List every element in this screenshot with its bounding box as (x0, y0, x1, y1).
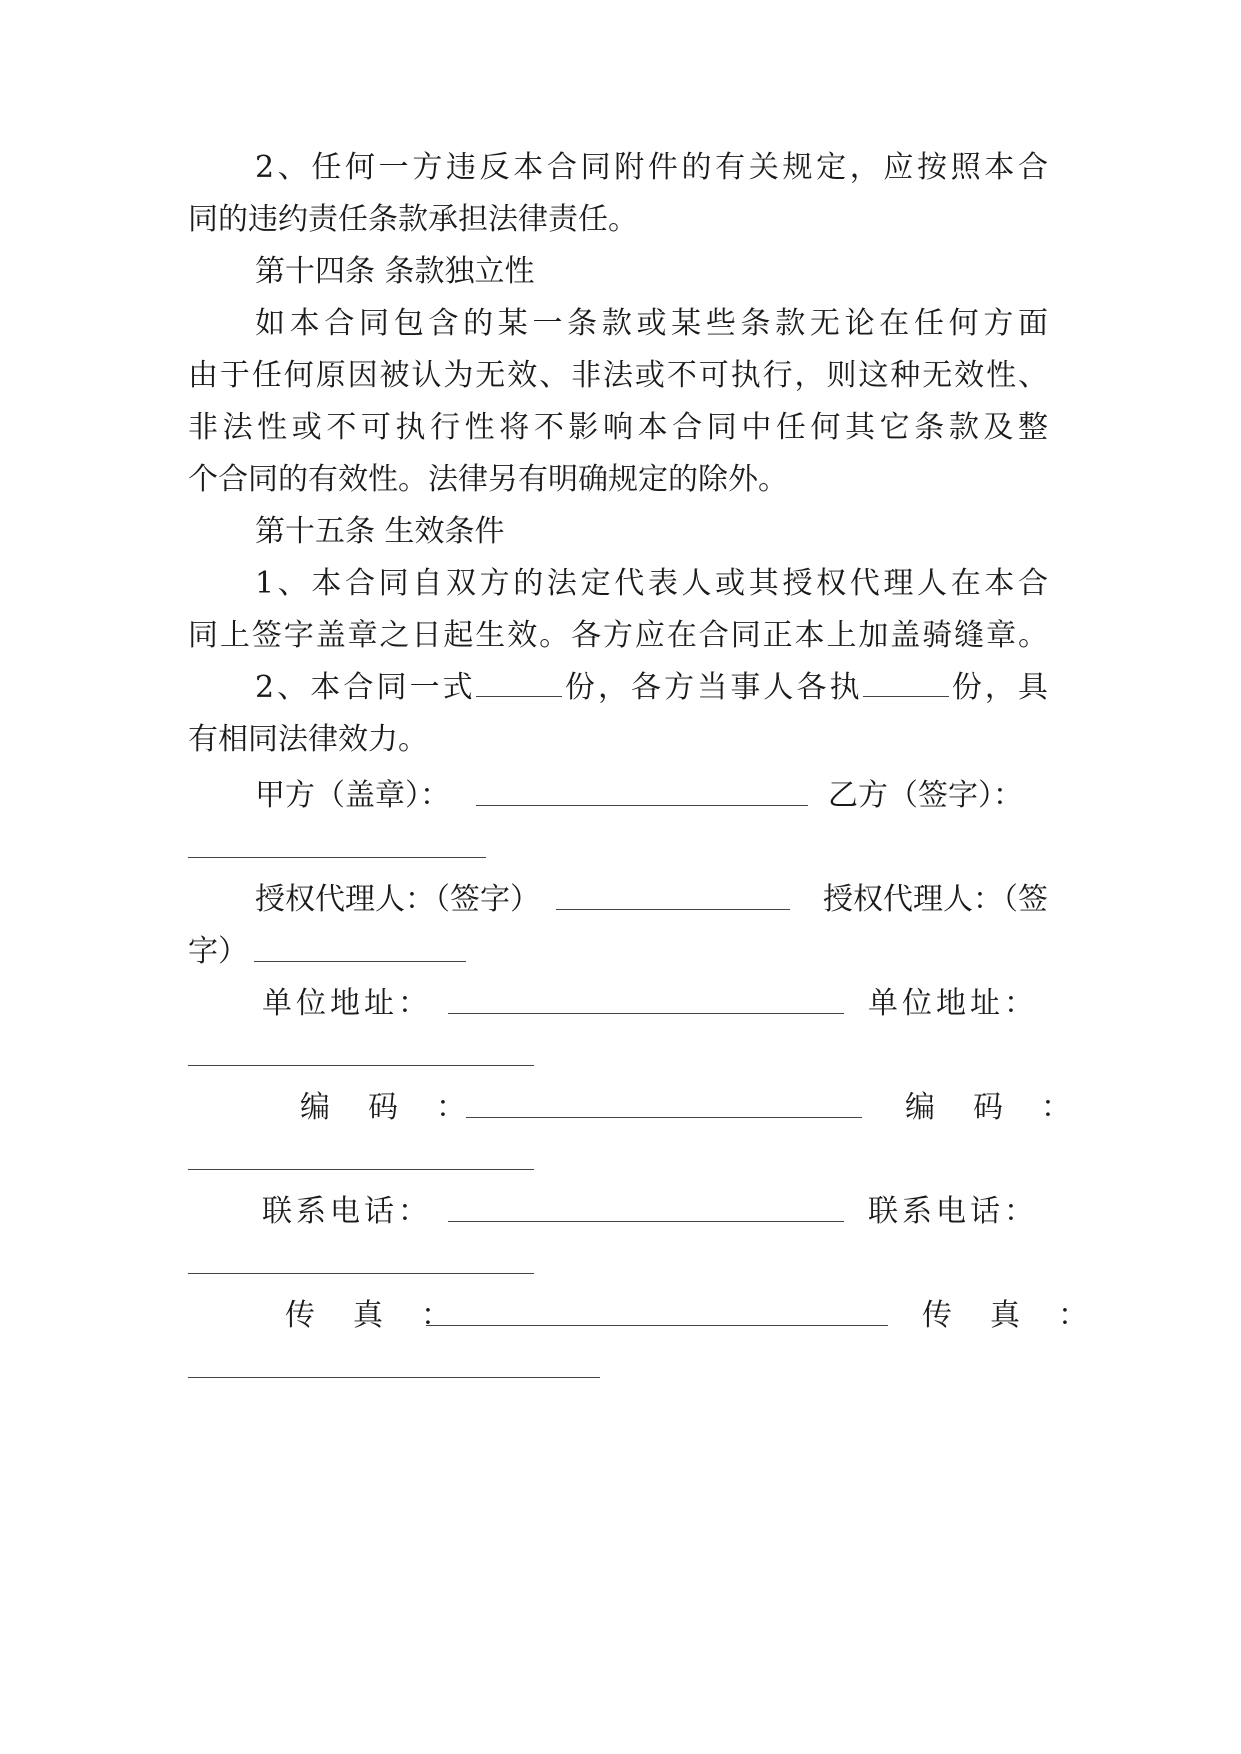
party-a-agent-field[interactable] (556, 909, 790, 910)
party-a-code-label: 编 码 ： (300, 1090, 470, 1125)
party-a-seal-field[interactable] (476, 805, 808, 806)
party-b-address-field[interactable] (188, 1065, 534, 1066)
party-a-phone-field[interactable] (448, 1221, 844, 1222)
party-b-agent-label: 授权代理人：（签 (823, 882, 1048, 917)
party-a-agent-label: 授权代理人：（签字） (255, 882, 540, 917)
clause-13-item-2-line-1: 2、任何一方违反本合同附件的有关规定，应按照本合 (255, 150, 1048, 185)
party-b-sign-label: 乙方（签字）： (828, 778, 1023, 813)
party-b-sign-field[interactable] (188, 857, 486, 858)
party-b-phone-label: 联系电话： (868, 1194, 1038, 1229)
party-b-phone-field[interactable] (188, 1273, 534, 1274)
article-14-para-line-3: 非法性或不可执行性将不影响本合同中任何其它条款及整 (188, 410, 1048, 445)
article-14-para-line-4: 个合同的有效性。法律另有明确规定的除外。 (188, 462, 788, 497)
copies-text-2: 份，各方当事人各执 (561, 670, 863, 705)
total-copies-blank[interactable] (476, 670, 562, 697)
copies-text-1: 2、本合同一式 (255, 670, 476, 705)
article-15-title: 第十五条 生效条件 (255, 514, 505, 549)
party-b-agent-field[interactable] (254, 961, 466, 962)
party-a-phone-label: 联系电话： (262, 1194, 432, 1229)
party-b-fax-label: 传 真 ： (922, 1298, 1092, 1333)
party-a-address-field[interactable] (448, 1013, 844, 1014)
party-b-address-label: 单位地址： (868, 986, 1038, 1021)
article-15-item-1-line-1: 1、本合同自双方的法定代表人或其授权代理人在本合 (255, 566, 1048, 601)
copies-text-3: 份，具 (948, 670, 1049, 705)
article-15-item-2-line-2: 有相同法律效力。 (188, 722, 428, 757)
article-14-title: 第十四条 条款独立性 (255, 254, 535, 289)
party-b-fax-field[interactable] (188, 1377, 600, 1378)
article-14-para-line-2: 由于任何原因被认为无效、非法或不可执行，则这种无效性、 (188, 358, 1048, 393)
party-b-agent-label-cont: 字） (188, 934, 248, 969)
each-party-copies-blank[interactable] (863, 670, 949, 697)
article-14-para-line-1: 如本合同包含的某一条款或某些条款无论在任何方面 (255, 306, 1048, 341)
article-15-item-2-line-1 (255, 668, 1048, 708)
party-a-seal-label: 甲方（盖章）： (255, 778, 450, 813)
party-b-code-label: 编 码 ： (905, 1090, 1075, 1125)
party-a-code-field[interactable] (466, 1117, 862, 1118)
party-b-code-field[interactable] (188, 1169, 534, 1170)
article-15-item-1-line-2: 同上签字盖章之日起生效。各方应在合同正本上加盖骑缝章。 (188, 618, 1048, 653)
party-a-fax-field[interactable] (426, 1325, 888, 1326)
party-a-fax-label: 传 真 ： (285, 1298, 455, 1333)
party-a-address-label: 单位地址： (262, 986, 432, 1021)
clause-13-item-2-line-2: 同的违约责任条款承担法律责任。 (188, 202, 638, 237)
